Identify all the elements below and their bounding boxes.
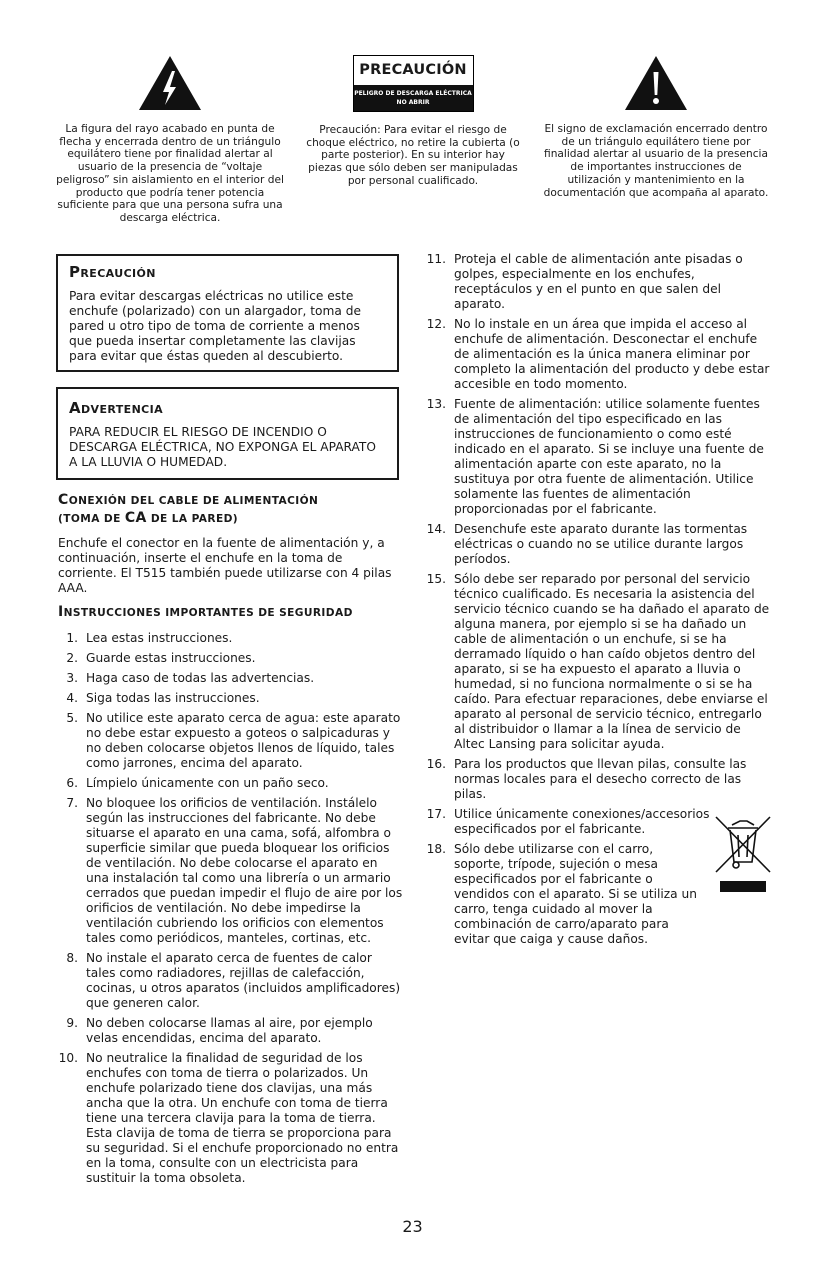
safety-item-number: 4. bbox=[66, 691, 78, 705]
safety-list-item bbox=[58, 691, 403, 706]
exclamation-triangle-icon bbox=[624, 55, 688, 111]
safety-list-item bbox=[58, 671, 403, 686]
safety-item-text: Fuente de alimentación: utilice solamente fuentes de alimentación del tipo especificado en las instrucciones de funcionamiento o como esté indicado en el aparato. Si se incluye una fuente de alimentación aparte con este aparato, no la sustituya por otra fuente de alimentación. Utilice solamente las fuentes de alimentación proporcionadas por el fabricante. bbox=[454, 397, 764, 516]
safety-list-item bbox=[426, 252, 770, 312]
safety-item-text: Haga caso de todas las advertencias. bbox=[86, 671, 315, 685]
safety-item-number: 14. bbox=[426, 522, 446, 536]
safety-list-left bbox=[58, 631, 403, 1186]
precaucion-box-text: Para evitar descargas eléctricas no utilice este enchufe (polarizado) con un alargador, toma de pared u otro tipo de toma de corriente a menos que pueda insertar completamente las clavijas para evitar que éstas queden al descubierto. bbox=[69, 289, 361, 363]
safety-list-item bbox=[58, 1051, 403, 1186]
safety-list-item bbox=[426, 522, 770, 567]
advertencia-box bbox=[56, 387, 399, 480]
advertencia-box-text: PARA REDUCIR EL RIESGO DE INCENDIO O DESCARGA ELÉCTRICA, NO EXPONGA EL APARATO A LA LLUVIA O HUMEDAD. bbox=[69, 425, 376, 469]
safety-item-text: No utilice este aparato cerca de agua: este aparato no debe estar expuesto a goteos o salpicaduras y no deben colocarse objetos llenos de líquido, tales como jarrones, encima del aparato. bbox=[86, 711, 401, 770]
conexion-heading-line2: (TOMA DE CA DE LA PARED) bbox=[58, 510, 239, 526]
safety-list-item bbox=[426, 757, 770, 802]
page-number: 23 bbox=[402, 1217, 423, 1236]
lightning-warning-text: La figura del rayo acabado en punta de flecha y encerrada dentro de un triángulo equilátero tiene por finalidad alertar al usuario de la presencia de “voltaje peligroso” sin aislamiento en el interior del producto que podría tener potencia suficiente para que una persona sufra una descarga eléctrica. bbox=[56, 123, 284, 224]
safety-item-number: 5. bbox=[66, 711, 78, 725]
safety-item-number: 12. bbox=[426, 317, 446, 331]
safety-list-item bbox=[426, 572, 770, 752]
safety-item-number: 8. bbox=[66, 951, 78, 965]
safety-item-text: Guarde estas instrucciones. bbox=[86, 651, 256, 665]
safety-item-text: No deben colocarse llamas al aire, por ejemplo velas encendidas, encima del aparato. bbox=[86, 1016, 373, 1045]
caution-badge-line1: PELIGRO DE DESCARGA ELÉCTRICA bbox=[354, 90, 472, 97]
safety-list-item bbox=[426, 317, 770, 392]
crossed-out-wheelie-bin-icon bbox=[714, 815, 772, 895]
precaucion-box-title: PRECAUCIÓN bbox=[69, 263, 156, 281]
safety-item-text: Límpielo únicamente con un paño seco. bbox=[86, 776, 329, 790]
safety-list-item bbox=[58, 1016, 403, 1046]
safety-list-item bbox=[58, 776, 403, 791]
safety-list-item bbox=[58, 651, 403, 666]
precaucion-box bbox=[56, 254, 399, 372]
safety-list-item bbox=[58, 631, 403, 646]
conexion-heading-line1: CONEXIÓN DEL CABLE DE ALIMENTACIÓN bbox=[58, 492, 319, 508]
conexion-section bbox=[58, 492, 403, 596]
safety-item-number: 9. bbox=[66, 1016, 78, 1030]
safety-item-number: 18. bbox=[426, 842, 446, 856]
safety-item-text: No bloquee los orificios de ventilación. Instálelo según las instrucciones del fabricante. No debe situarse el aparato en una cama, sofá, alfombra o superficie similar que pueda bloquear los orificios de ventilación. No debe colocarse el aparato en una instalación tal como una librería o un armario cerrados que puedan impedir el flujo de aire por los orificios de ventilación. No debe impedirse la ventilación cubriendo los orificios con elementos tales como periódicos, manteles, cortinas, etc. bbox=[86, 796, 403, 945]
safety-item-number: 11. bbox=[426, 252, 446, 266]
lightning-triangle-icon bbox=[138, 55, 202, 111]
conexion-text: Enchufe el conector en la fuente de alimentación y, a continuación, inserte el enchufe en la toma de corriente. El T515 también puede utilizarse con 4 pilas AAA. bbox=[58, 536, 392, 595]
lightning-warning-column bbox=[55, 55, 285, 225]
safety-item-number: 16. bbox=[426, 757, 446, 771]
safety-item-number: 15. bbox=[426, 572, 446, 586]
safety-item-text: Para los productos que llevan pilas, consulte las normas locales para el desecho correcto de las pilas. bbox=[454, 757, 747, 801]
exclamation-warning-text: El signo de exclamación encerrado dentro de un triángulo equilátero tiene por finalidad alertar al usuario de la presencia de importantes instrucciones de utilización y mantenimiento en la documentación que acompaña al aparato. bbox=[543, 123, 769, 199]
safety-item-number: 17. bbox=[426, 807, 446, 821]
safety-item-text: Desenchufe este aparato durante las tormentas eléctricas o cuando no se utilice durante largos períodos. bbox=[454, 522, 748, 566]
safety-item-number: 2. bbox=[66, 651, 78, 665]
instrucciones-heading: INSTRUCCIONES IMPORTANTES DE SEGURIDAD bbox=[58, 604, 353, 620]
safety-item-number: 13. bbox=[426, 397, 446, 411]
safety-list-item bbox=[58, 951, 403, 1011]
caution-badge-column bbox=[303, 55, 523, 188]
safety-item-text: No neutralice la finalidad de seguridad de los enchufes con toma de tierra o polarizados. Un enchufe polarizado tiene dos clavijas, una más ancha que la otra. Un enchufe con toma de tierra tiene una tercera clavija para la toma de tierra. Esta clavija de toma de tierra se proporciona para su seguridad. Si el enchufe proporcionado no entra en la toma, consulte con un electricista para sustituir la toma obsoleta. bbox=[86, 1051, 399, 1185]
safety-item-text: Utilice únicamente conexiones/accesorios especificados por el fabricante. bbox=[454, 807, 710, 836]
safety-item-number: 7. bbox=[66, 796, 78, 810]
caution-badge-line2: NO ABRIR bbox=[396, 99, 430, 106]
caution-badge bbox=[353, 55, 474, 112]
safety-item-text: Siga todas las instrucciones. bbox=[86, 691, 260, 705]
caution-badge-title: PRECAUCIÓN bbox=[359, 62, 467, 79]
advertencia-box-title: ADVERTENCIA bbox=[69, 399, 164, 417]
safety-item-number: 3. bbox=[66, 671, 78, 685]
safety-item-text: Sólo debe utilizarse con el carro, soporte, trípode, sujeción o mesa especificados por el fabricante o vendidos con el aparato. Si se utiliza un carro, tenga cuidado al mover la combinación de carro/aparato para evitar que caiga y cause daños. bbox=[454, 842, 697, 946]
safety-list-item bbox=[426, 397, 770, 517]
safety-item-number: 10. bbox=[58, 1051, 78, 1065]
safety-item-text: No lo instale en un área que impida el acceso al enchufe de alimentación. Desconectar el enchufe de alimentación es la única manera eliminar por completo la alimentación del producto y debe estar accesible en todo momento. bbox=[454, 317, 770, 391]
safety-item-number: 1. bbox=[66, 631, 78, 645]
caution-badge-subtitle bbox=[354, 85, 473, 111]
safety-item-number: 6. bbox=[66, 776, 78, 790]
safety-list-item bbox=[58, 796, 403, 946]
safety-item-text: Proteja el cable de alimentación ante pisadas o golpes, especialmente en los enchufes, receptáculos y en el punto en que salen del aparato. bbox=[454, 252, 743, 311]
caution-text: Precaución: Para evitar el riesgo de choque eléctrico, no retire la cubierta (o parte posterior). En su interior hay piezas que sólo deben ser manipuladas por personal cualificado. bbox=[306, 124, 520, 187]
safety-item-text: Sólo debe ser reparado por personal del servicio técnico cualificado. Es necesaria la asistencia del servicio técnico cuando se ha dañado el aparato de alguna manera, por ejemplo si se ha dañado un cable de alimentación o un enchufe, si se ha derramado líquido o han caído objetos dentro del aparato, si se ha expuesto el aparato a lluvia o humedad, si no funciona normalmente o si se ha caído. Para efectuar reparaciones, debe enviarse el aparato al personal de servicio técnico, entregarlo al distribuidor o llamar a la línea de servicio de Altec Lansing para solicitar ayuda. bbox=[454, 572, 770, 751]
safety-item-text: Lea estas instrucciones. bbox=[86, 631, 233, 645]
instrucciones-section bbox=[58, 604, 403, 1191]
safety-list-item bbox=[58, 711, 403, 771]
exclamation-warning-column bbox=[543, 55, 769, 199]
safety-item-text: No instale el aparato cerca de fuentes de calor tales como radiadores, rejillas de calefacción, cocinas, u otros aparatos (incluidos amplificadores) que generen calor. bbox=[86, 951, 401, 1010]
